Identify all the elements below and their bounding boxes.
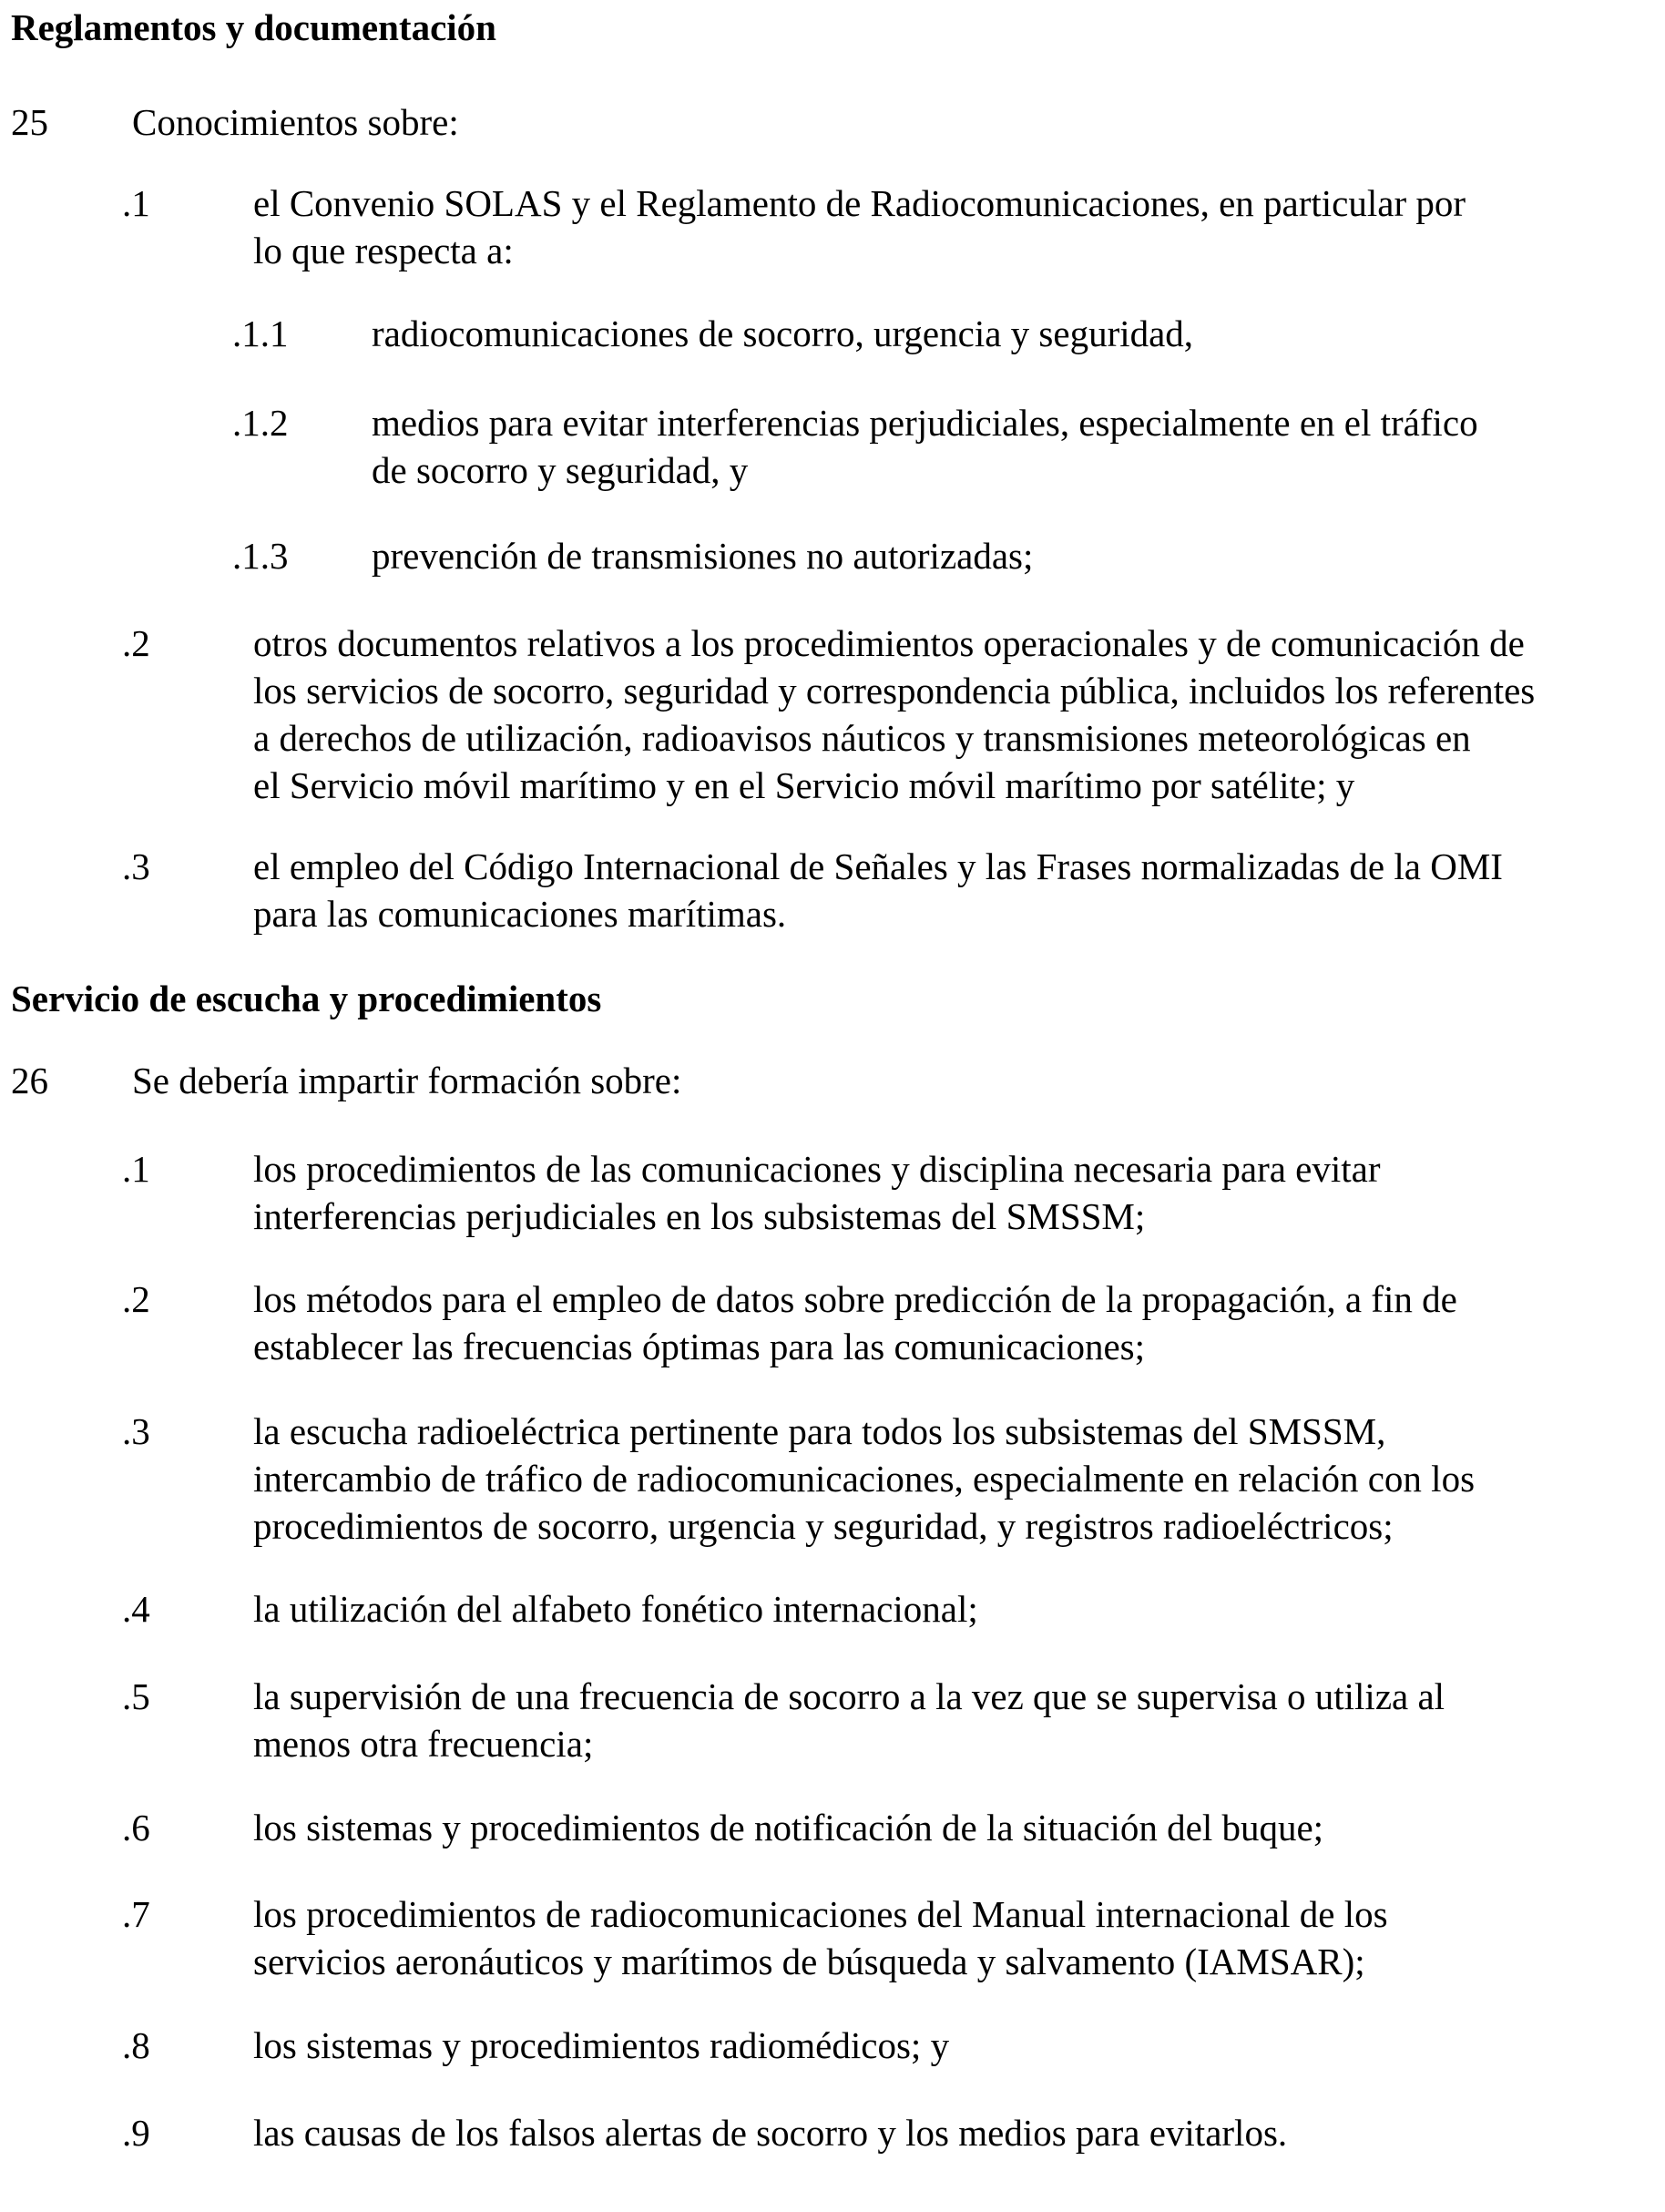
item-text: la supervisión de una frecuencia de socorro a la vez que se supervisa o utiliza al menos otra frecuencia; [253,1675,1445,1765]
item-number: .2 [122,622,150,664]
paragraph-intro: Se debería impartir formación sobre: [132,1060,682,1101]
item-number: .2 [122,1278,150,1320]
item-number: .6 [122,1807,150,1848]
item-text: otros documentos relativos a los procedimientos operacionales y de comunicación de los servicios de socorro, seguridad y correspondencia pública, incluidos los referentes a derechos de utilización, radioavisos náuticos y transmisiones meteorológicas en el Servicio móvil marítimo y en el Servicio móvil marítimo por satélite; y [253,622,1536,806]
item-number: .1 [122,1148,150,1190]
item-text: los procedimientos de las comunicaciones y disciplina necesaria para evitar interferencias perjudiciales en los subsistemas del SMSSM; [253,1148,1381,1237]
item-number: .1 [122,182,150,224]
subitem-text: radiocomunicaciones de socorro, urgencia y seguridad, [372,312,1194,354]
subitem-text: prevención de transmisiones no autorizadas; [372,535,1034,577]
item-text: la utilización del alfabeto fonético internacional; [253,1588,978,1630]
item-number: .3 [122,845,150,887]
item-number: .5 [122,1675,150,1717]
item-number: .8 [122,2024,150,2066]
subitem-number: .1.3 [232,535,289,577]
section-heading: Servicio de escucha y procedimientos [11,978,602,1019]
item-number: .7 [122,1893,150,1935]
section-heading: Reglamentos y documentación [11,6,496,48]
paragraph-intro: Conocimientos sobre: [132,101,459,143]
item-number: .9 [122,2112,150,2154]
item-text: los sistemas y procedimientos de notificación de la situación del buque; [253,1807,1324,1848]
item-text: los procedimientos de radiocomunicaciones del Manual internacional de los servicios aeronáuticos y marítimos de búsqueda y salvamento (IAMSAR); [253,1893,1388,1982]
subitem-number: .1.1 [232,312,289,354]
item-text: el empleo del Código Internacional de Señales y las Frases normalizadas de la OMI para las comunicaciones marítimas. [253,845,1503,935]
item-number: .3 [122,1410,150,1452]
item-text: el Convenio SOLAS y el Reglamento de Radiocomunicaciones, en particular por lo que respecta a: [253,182,1466,271]
item-text: la escucha radioeléctrica pertinente para todos los subsistemas del SMSSM, intercambio de tráfico de radiocomunicaciones, especialmente en relación con los procedimientos de socorro, urgencia y seguridad, y registros radioeléctricos; [253,1410,1476,1547]
subitem-text: medios para evitar interferencias perjudiciales, especialmente en el tráfico de socorro y seguridad, y [372,402,1478,491]
item-text: las causas de los falsos alertas de socorro y los medios para evitarlos. [253,2112,1288,2154]
subitem-number: .1.2 [232,402,289,444]
item-text: los métodos para el empleo de datos sobre predicción de la propagación, a fin de establecer las frecuencias óptimas para las comunicaciones; [253,1278,1457,1367]
paragraph-number: 25 [11,101,48,143]
paragraph-number: 26 [11,1060,48,1101]
item-number: .4 [122,1588,150,1630]
item-text: los sistemas y procedimientos radiomédicos; y [253,2024,950,2066]
